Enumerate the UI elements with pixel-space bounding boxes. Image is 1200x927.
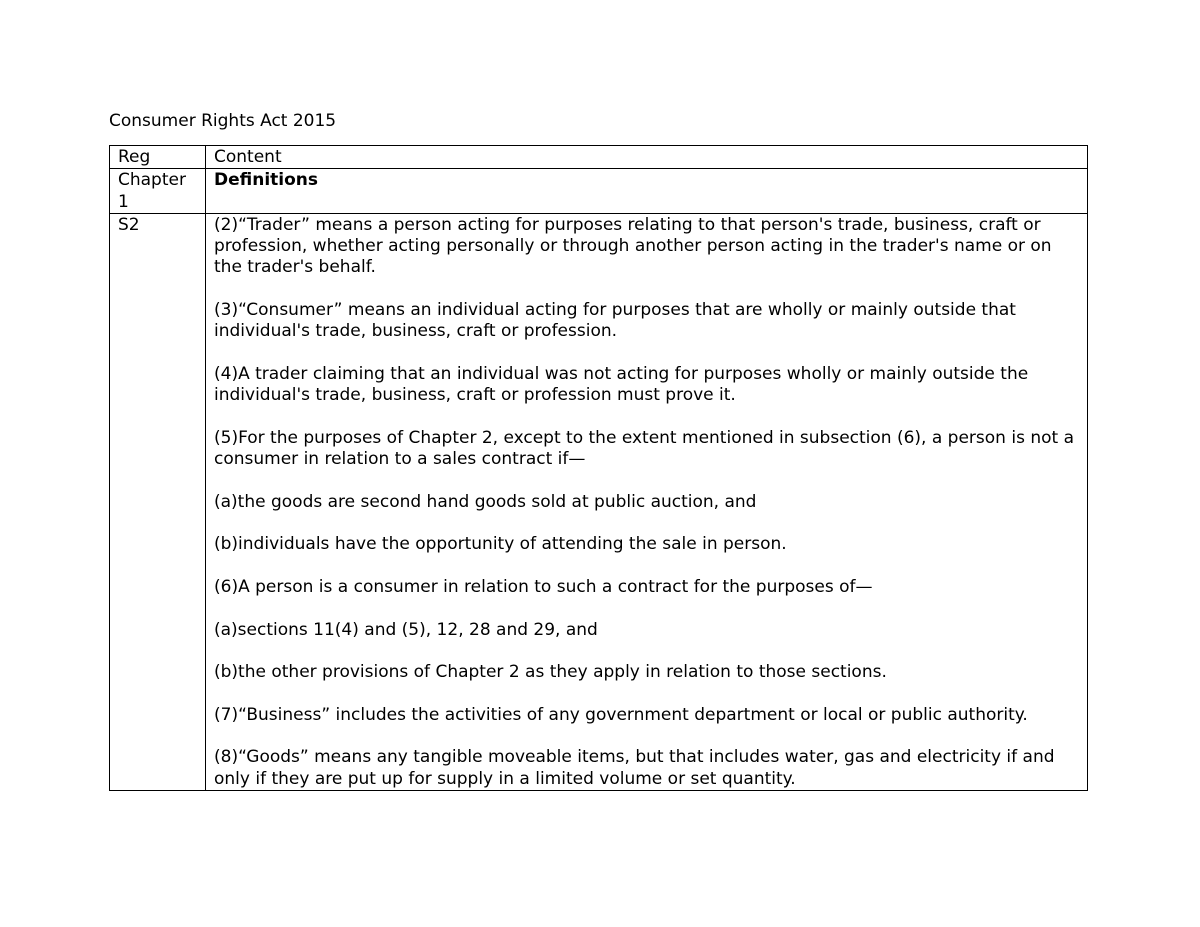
header-reg: Reg [110, 146, 206, 169]
row-reg-cell: S2 [110, 213, 206, 790]
table-row [110, 213, 1088, 790]
paragraph: (5)For the purposes of Chapter 2, except to the extent mentioned in subsection (6), a person is not a consumer in relation to a sales contract if— [214, 427, 1075, 470]
page-title: Consumer Rights Act 2015 [109, 111, 337, 131]
paragraph: (3)“Consumer” means an individual acting for purposes that are wholly or mainly outside that individual's trade, business, craft or profession. [214, 300, 1016, 342]
paragraph: (a)sections 11(4) and (5), 12, 28 and 29, and [214, 619, 598, 640]
paragraph: (4)A trader claiming that an individual was not acting for purposes wholly or mainly outside the individual's trade, business, craft or profession must prove it. [214, 363, 1029, 406]
paragraph: (a)the goods are second hand goods sold at public auction, and [214, 491, 757, 512]
paragraph: (b)the other provisions of Chapter 2 as they apply in relation to those sections. [214, 662, 887, 683]
table-row [110, 169, 1088, 214]
row-content-cell [206, 169, 1088, 214]
paragraph: (2)“Trader” means a person acting for purposes relating to that person's trade, business, craft or profession, whether acting personally or through another person acting in the trader's name or on the trader's behalf. [214, 214, 1052, 278]
paragraph: (b)individuals have the opportunity of attending the sale in person. [214, 534, 787, 555]
header-content: Content [206, 146, 1088, 169]
row-reg-cell: Chapter 1 [110, 169, 206, 214]
table-header-row [110, 146, 1088, 169]
paragraph: (7)“Business” includes the activities of any government department or local or public authority. [214, 704, 1028, 725]
regulations-table [109, 145, 1088, 791]
paragraph: (8)“Goods” means any tangible moveable items, but that includes water, gas and electricity if and only if they are put up for supply in a limited volume or set quantity. [214, 747, 1055, 789]
section-heading: Definitions [214, 170, 319, 191]
row-content-cell [206, 213, 1088, 790]
paragraph: (6)A person is a consumer in relation to such a contract for the purposes of— [214, 576, 873, 597]
